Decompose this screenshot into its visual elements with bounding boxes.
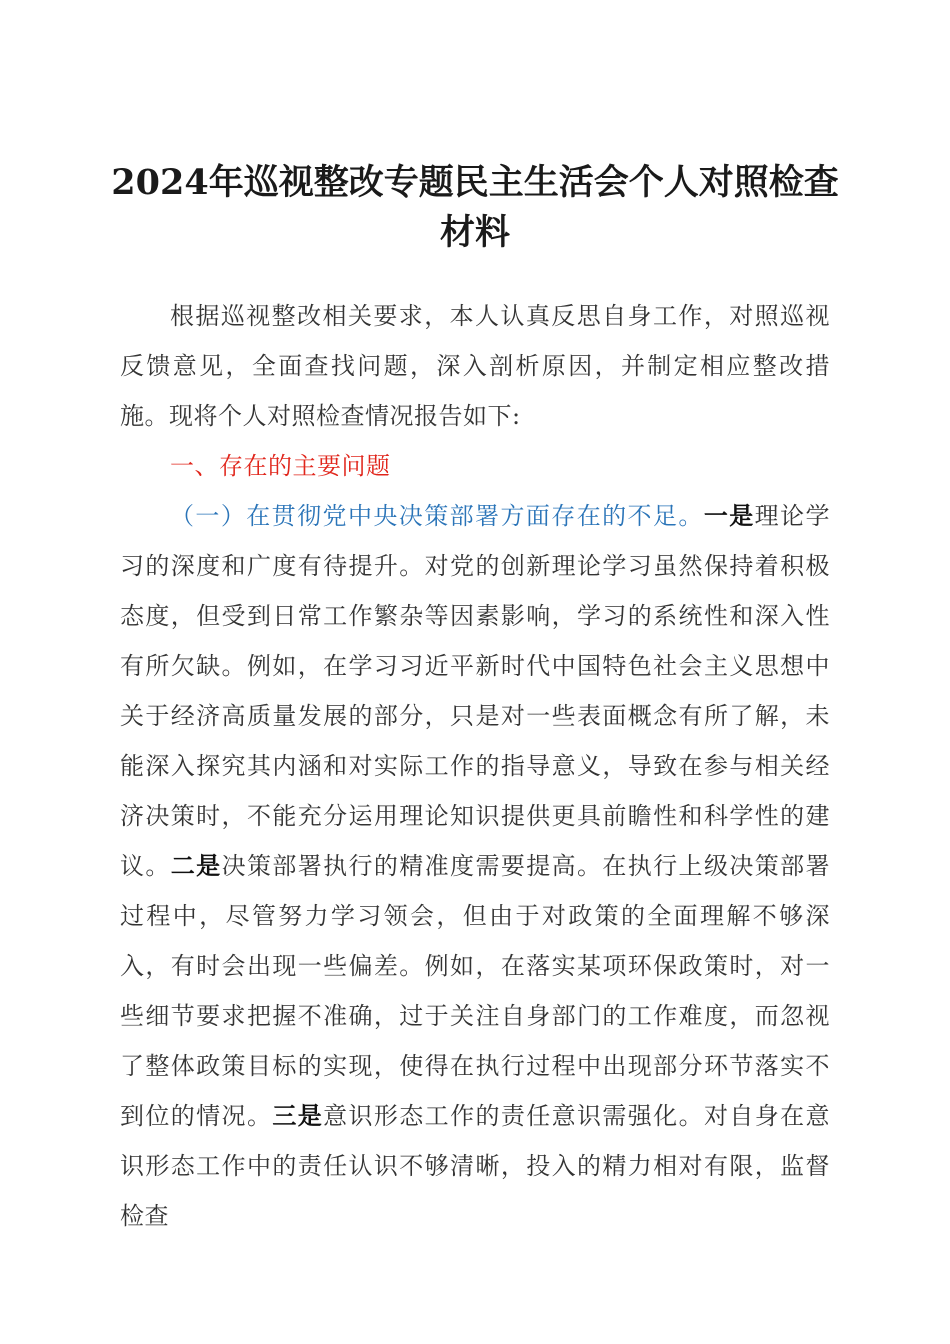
point-2-text: 决策部署执行的精准度需要提高。在执行上级决策部署过程中，尽管努力学习领会，但由于对政策的全面理解不够深入，有时会出现一些偏差。例如，在落实某项环保政策时，对一些细节要求把握不准确，过于关注自身部门的工作难度，而忽视了整体政策目标的实现，使得在执行过程中出现部分环节落实不到位的情况。 — [120, 852, 831, 1130]
document-title — [110, 158, 840, 258]
point-1-lead: 一是 — [703, 501, 755, 530]
point-3-lead: 三是 — [272, 1101, 324, 1130]
point-1-text: 理论学习的深度和广度有待提升。对党的创新理论学习虽然保持着积极态度，但受到日常工作繁杂等因素影响，学习的系统性和深入性有所欠缺。例如，在学习习近平新时代中国特色社会主义思想中关于经济高质量发展的部分，只是对一些表面概念有所了解，未能深入探究其内涵和对实际工作的指导意义，导致在参与相关经济决策时，不能充分运用理论知识提供更具前瞻性和科学性的建议。 — [120, 502, 831, 880]
point-2-lead: 二是 — [170, 851, 222, 880]
point-3-text: 意识形态工作的责任意识需强化。对自身在意识形态工作中的责任认识不够清晰，投入的精力相对有限，监督检查 — [120, 1102, 831, 1230]
document-body — [120, 291, 830, 1241]
intro-paragraph: 根据巡视整改相关要求，本人认真反思自身工作，对照巡视反馈意见，全面查找问题，深入剖析原因，并制定相应整改措施。现将个人对照检查情况报告如下: — [120, 302, 830, 430]
title-line-2: 材料 — [439, 212, 510, 253]
section-heading-1: 一、存在的主要问题 — [170, 452, 391, 480]
subsection-heading-1: （一）在贯彻党中央决策部署方面存在的不足。 — [170, 502, 704, 530]
subsection-paragraph-1 — [120, 491, 830, 1241]
title-line-1: 2024年巡视整改专题民主生活会个人对照检查 — [111, 162, 839, 203]
